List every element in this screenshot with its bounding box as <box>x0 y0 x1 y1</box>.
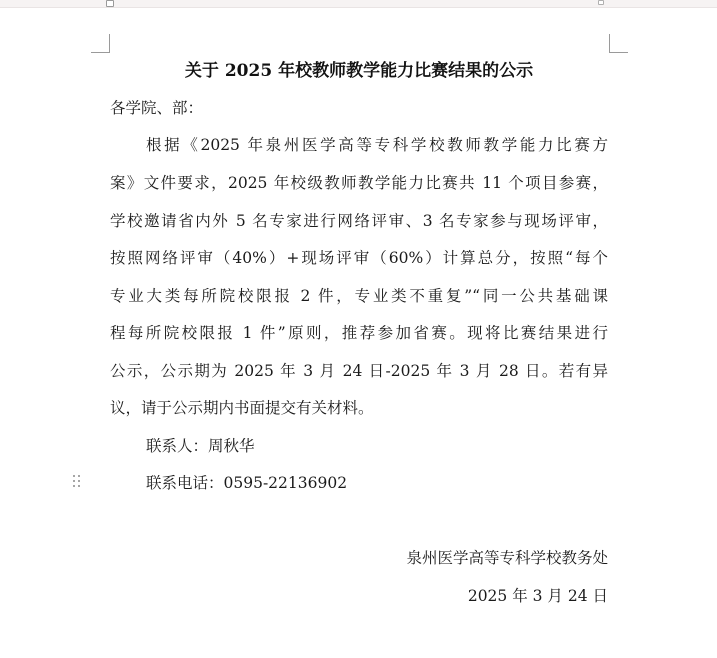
document-title: 关于 2025 年校教师教学能力比赛结果的公示 <box>184 61 534 81</box>
body-line: 程每所院校限报 1 件”原则，推荐参加省赛。现将比赛结果进行 <box>110 324 608 342</box>
body-line: 学校邀请省内外 5 名专家进行网络评审、3 名专家参与现场评审， <box>110 212 608 230</box>
contact-phone: 联系电话：0595-22136902 <box>146 474 348 492</box>
body-line: 专业大类每所院校限报 2 件，专业类不重复”“同一公共基础课 <box>110 287 608 305</box>
contact-person: 联系人：周秋华 <box>146 437 255 455</box>
left-indent-handle[interactable] <box>106 0 114 7</box>
body-line: 公示，公示期为 2025 年 3 月 24 日-2025 年 3 月 28 日。若有异 <box>110 362 608 380</box>
signature-date: 2025 年 3 月 24 日 <box>467 587 608 605</box>
body-line: 议，请于公示期内书面提交有关材料。 <box>110 399 374 417</box>
body-line: 根据《2025 年泉州医学高等专科学校教师教学能力比赛方 <box>146 136 608 154</box>
margin-corner-top-left <box>91 34 110 53</box>
body-line: 按照网络评审（40%）+现场评审（60%）计算总分，按照“每个 <box>110 249 608 267</box>
signature-org: 泉州医学高等专科学校教务处 <box>406 549 608 567</box>
body-line: 案》文件要求，2025 年校级教师教学能力比赛共 11 个项目参赛， <box>110 174 608 192</box>
right-indent-handle[interactable] <box>598 0 604 5</box>
drag-handle-icon[interactable] <box>73 475 81 489</box>
salutation: 各学院、部： <box>110 99 204 117</box>
margin-corner-top-right <box>609 34 628 53</box>
